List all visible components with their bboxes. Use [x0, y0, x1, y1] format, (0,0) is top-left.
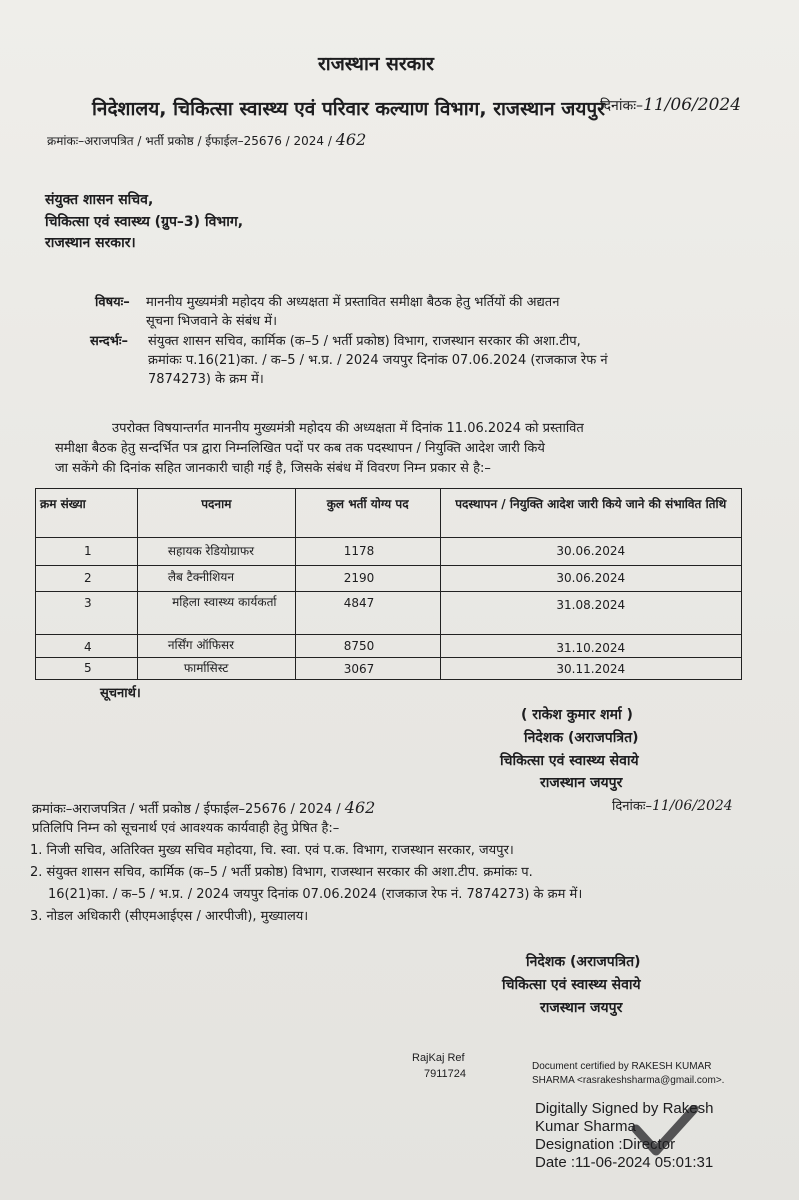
- copy-date-label: दिनांकः–: [612, 799, 652, 814]
- table-row: [36, 592, 742, 635]
- subject-line-1: माननीय मुख्यमंत्री महोदय की अध्यक्षता में प्रस्तावित समीक्षा बैठक हेतु भर्तियों की अद्यतन: [146, 295, 560, 310]
- addressee-line-1: संयुक्त शासन सचिव,: [45, 192, 154, 208]
- cell-total-posts: 3067: [295, 658, 440, 680]
- government-title: राजस्थान सरकार: [318, 53, 434, 75]
- cell-serial: 4: [36, 635, 138, 658]
- cell-total-posts: 1178: [295, 538, 440, 566]
- signatory-name: ( राकेश कुमार शर्मा ): [521, 707, 633, 723]
- rajkaj-label: RajKaj Ref: [412, 1052, 465, 1064]
- body-line-2: समीक्षा बैठक हेतु सन्दर्भित पत्र द्वारा निम्नलिखित पदों पर कब तक पदस्थापन / नियुक्ति आदेश जारी किये: [55, 441, 545, 456]
- digital-signature-line-1: Digitally Signed by Rakesh: [535, 1100, 714, 1117]
- reference-label: सन्दर्भः–: [90, 334, 128, 349]
- subject-label: विषयः–: [95, 295, 130, 310]
- header-date-label: दिनांकः–: [600, 98, 644, 114]
- cell-expected-date: 30.06.2024: [440, 566, 741, 592]
- cell-expected-date: 30.11.2024: [440, 658, 741, 680]
- addressee-line-3: राजस्थान सरकार।: [45, 235, 136, 251]
- copy-list-item-2-line-2: 16(21)का. / क–5 / भ.प्र. / 2024 जयपुर दिनांक 07.06.2024 (राजकाज रेफ नं. 7874273) के क्रम में।: [48, 887, 583, 902]
- column-header-total-posts: कुल भर्ती योग्य पद: [295, 489, 440, 538]
- column-header-expected-date: पदस्थापन / नियुक्ति आदेश जारी किये जाने की संभावित तिथि: [440, 489, 741, 538]
- certification-line-1: Document certified by RAKESH KUMAR: [532, 1061, 712, 1072]
- copy-reference-handwritten: 462: [344, 798, 376, 817]
- copy-reference-line: [32, 798, 375, 817]
- copy-reference-text: क्रमांकः–अराजपत्रित / भर्ती प्रकोष्ठ / ईफाईल–25676 / 2024 /: [32, 802, 341, 817]
- reference-line-1: संयुक्त शासन सचिव, कार्मिक (क–5 / भर्ती प्रकोष्ठ) विभाग, राजस्थान सरकार की अशा.टीप,: [148, 334, 581, 349]
- cell-serial: 2: [36, 566, 138, 592]
- certification-line-2: SHARMA <rasrakeshsharma@gmail.com>.: [532, 1075, 725, 1086]
- column-header-post-name: पदनाम: [137, 489, 295, 538]
- cell-serial: 5: [36, 658, 138, 680]
- copy-intro: प्रतिलिपि निम्न को सूचनार्थ एवं आवश्यक कार्यवाही हेतु प्रेषित है:–: [32, 821, 340, 836]
- cell-expected-date: 31.10.2024: [440, 635, 741, 658]
- table-row: [36, 566, 742, 592]
- signatory-place: राजस्थान जयपुर: [540, 775, 623, 791]
- copy-date: [612, 796, 733, 814]
- cell-post-name: महिला स्वास्थ्य कार्यकर्ता: [137, 592, 295, 635]
- copy-list-item-2-line-1: 2. संयुक्त शासन सचिव, कार्मिक (क–5 / भर्ती प्रकोष्ठ) विभाग, राजस्थान सरकार की अशा.टीप. क्रमांकः प.: [30, 865, 533, 880]
- signatory-office: चिकित्सा एवं स्वास्थ्य सेवाये: [500, 753, 639, 769]
- digital-signature-line-2: Kumar Sharma: [535, 1118, 636, 1135]
- info-note: सूचनार्थ।: [100, 686, 141, 701]
- cell-serial: 1: [36, 538, 138, 566]
- reference-line-2: क्रमांकः प.16(21)का. / क–5 / भ.प्र. / 2024 जयपुर दिनांक 07.06.2024 (राजकाज रेफ नं: [148, 353, 608, 368]
- header-date-value: 11/06/2024: [643, 95, 742, 115]
- body-line-1: उपरोक्त विषयान्तर्गत माननीय मुख्यमंत्री महोदय की अध्यक्षता में दिनांक 11.06.2024 को प्रस्तावित: [112, 421, 584, 436]
- body-line-3: जा सकेंगे की दिनांक सहित जानकारी चाही गई है, जिसके संबंध में विवरण निम्न प्रकार से है:–: [55, 461, 491, 476]
- table-header-row: [36, 489, 742, 538]
- copy-list-item-1: 1. निजी सचिव, अतिरिक्त मुख्य सचिव महोदया, चि. स्वा. एवं प.क. विभाग, राजस्थान सरकार, जयपुर।: [30, 843, 514, 858]
- table-row: [36, 635, 742, 658]
- cell-post-name: लैब टैक्नीशियन: [137, 566, 295, 592]
- reference-number-line: [47, 130, 366, 149]
- cell-expected-date: 30.06.2024: [440, 538, 741, 566]
- table-row: [36, 658, 742, 680]
- header-date: [600, 95, 741, 115]
- subject-line-2: सूचना भिजवाने के संबंध में।: [146, 314, 278, 329]
- table-row: [36, 538, 742, 566]
- column-header-serial: क्रम संख्या: [36, 489, 138, 538]
- reference-number-handwritten: 462: [335, 130, 367, 149]
- recruitment-table: [35, 488, 742, 680]
- rajkaj-number: 7911724: [424, 1068, 467, 1080]
- cell-expected-date: 31.08.2024: [440, 592, 741, 635]
- copy-signatory-place: राजस्थान जयपुर: [540, 1000, 623, 1016]
- cell-serial: 3: [36, 592, 138, 635]
- reference-line-3: 7874273) के क्रम में।: [148, 372, 264, 387]
- cell-total-posts: 2190: [295, 566, 440, 592]
- copy-date-value: 11/06/2024: [651, 798, 733, 814]
- cell-post-name: नर्सिंग ऑफिसर: [137, 635, 295, 658]
- addressee-line-2: चिकित्सा एवं स्वास्थ्य (ग्रुप–3) विभाग,: [45, 214, 244, 230]
- cell-post-name: सहायक रेडियोग्राफर: [137, 538, 295, 566]
- cell-total-posts: 4847: [295, 592, 440, 635]
- signatory-post: निदेशक (अराजपत्रित): [524, 730, 639, 746]
- cell-total-posts: 8750: [295, 635, 440, 658]
- digital-signature-line-3: Designation :Director: [535, 1136, 676, 1153]
- copy-signatory-office: चिकित्सा एवं स्वास्थ्य सेवाये: [502, 977, 641, 993]
- copy-list-item-3: 3. नोडल अधिकारी (सीएमआईएस / आरपीजी), मुख्यालय।: [30, 909, 309, 924]
- cell-post-name: फार्मासिस्ट: [137, 658, 295, 680]
- copy-signatory-post: निदेशक (अराजपत्रित): [526, 954, 641, 970]
- department-title: निदेशालय, चिकित्सा स्वास्थ्य एवं परिवार कल्याण विभाग, राजस्थान जयपुर: [92, 98, 605, 120]
- digital-signature-line-4: Date :11-06-2024 05:01:31: [535, 1154, 714, 1171]
- reference-number-text: क्रमांकः–अराजपत्रित / भर्ती प्रकोष्ठ / ईफाईल–25676 / 2024 /: [47, 134, 332, 148]
